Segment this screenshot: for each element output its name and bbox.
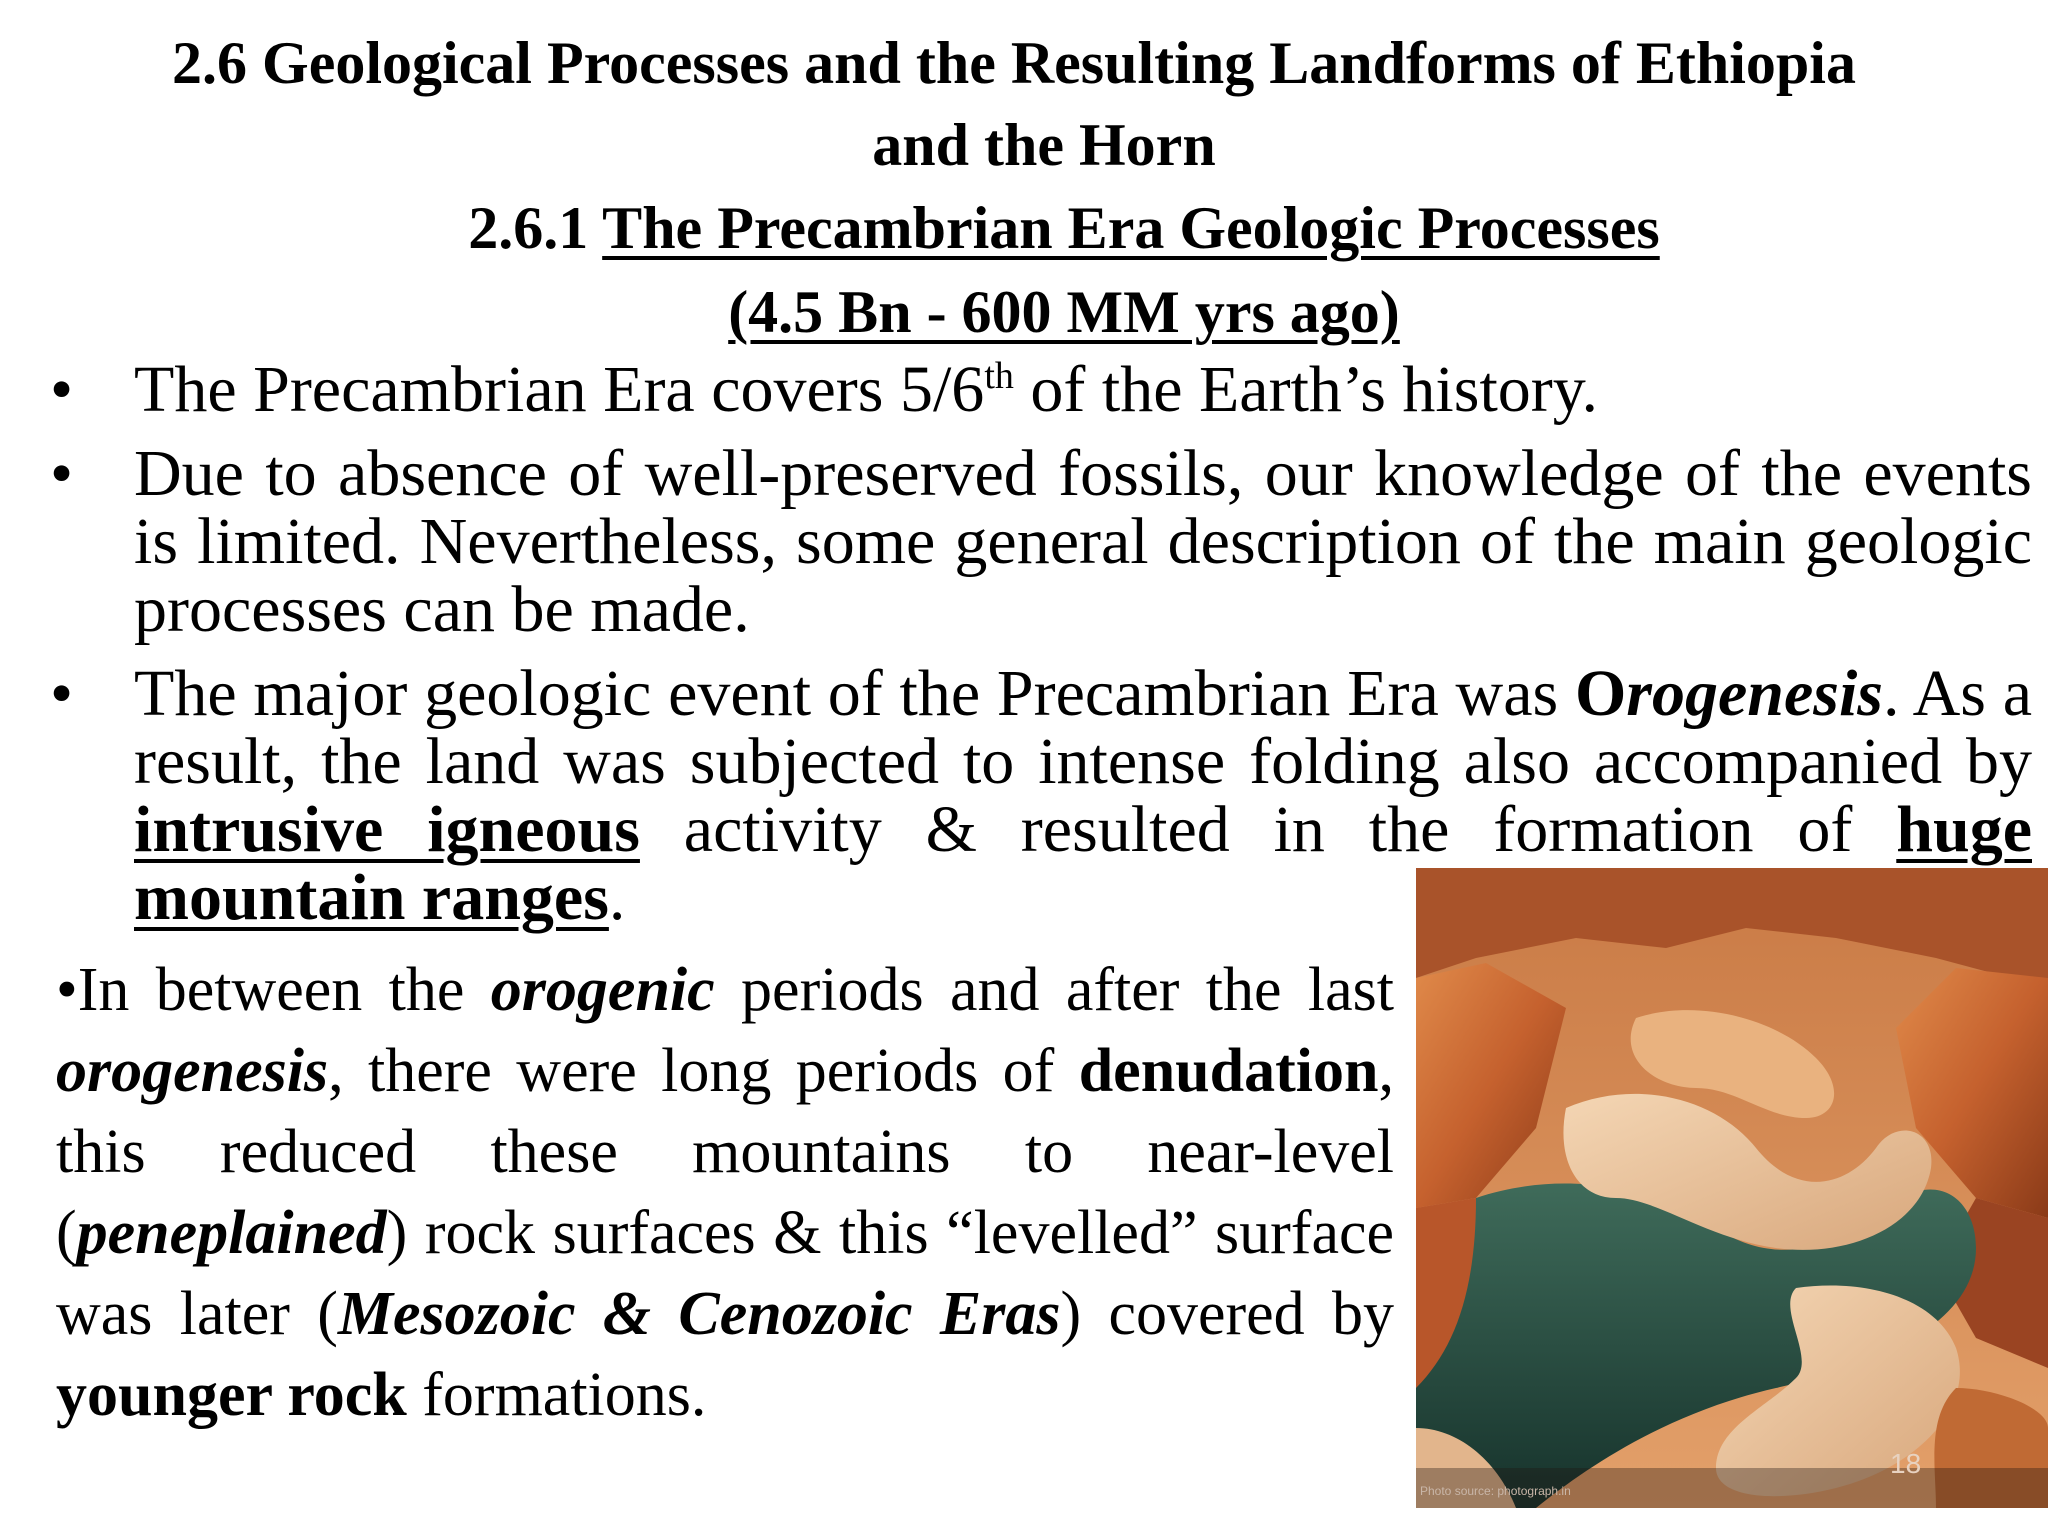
section-date-range	[40, 270, 2048, 354]
paragraph-text: ) rock surfaces & this “levelled” surface was later (	[56, 1199, 1394, 1348]
section-number: 2.6.1	[468, 195, 589, 261]
photo-credit: Photo source: photograph.in	[1420, 1484, 1571, 1498]
bullet-text: The major geologic event of the Precambrian Era was	[134, 657, 1575, 730]
emphasis-term: denudation	[1078, 1037, 1379, 1105]
bullet-list	[50, 353, 2033, 934]
emphasis-term: rogenesis	[1626, 657, 1883, 730]
bullet-text: Due to absence of well-preserved fossils, our knowledge of the events is limited. Nevertheless, some general description of the main geologic processes can be made.	[134, 437, 2032, 646]
emphasis-term: orogenic	[490, 956, 715, 1024]
emphasis-term: orogenesis	[56, 1037, 329, 1105]
emphasis-term: peneplained	[76, 1199, 387, 1267]
bullet-marker: •	[50, 353, 74, 426]
bullet-marker: •	[50, 437, 74, 510]
canyon-photo	[1416, 868, 2048, 1508]
paragraph-text: periods and after the last	[714, 956, 1395, 1024]
bullet-item	[50, 437, 2032, 646]
bullet-text: . As a result, the land was subjected to intense folding also accompanied by	[134, 657, 2033, 798]
bullet-text: of the Earth’s history.	[1013, 353, 1598, 426]
bullet-text: The Precambrian Era covers 5/6	[134, 353, 985, 426]
bullet-text: .	[608, 861, 626, 934]
slide-title-line2: and the Horn	[872, 112, 1216, 178]
date-range: (4.5 Bn - 600 MM yrs ago)	[728, 279, 1400, 345]
paragraph-text: , there were long periods of	[328, 1037, 1079, 1105]
emphasis-term: O	[1574, 657, 1627, 730]
page-number: 18	[1890, 1448, 1922, 1479]
paragraph-text: •In between the	[56, 956, 491, 1024]
bullet-item	[50, 353, 2032, 426]
slide-title	[0, 22, 2048, 186]
bullet-marker: •	[50, 657, 74, 730]
paragraph-text: ) covered by	[1060, 1280, 1394, 1348]
superscript: th	[984, 355, 1014, 397]
emphasis-term: huge mountain ranges	[134, 793, 2032, 934]
section-title: The Precambrian Era Geologic Processes	[602, 195, 1660, 261]
emphasis-term: intrusive igneous	[134, 793, 640, 866]
emphasis-term: younger rock	[56, 1361, 407, 1429]
section-heading	[40, 186, 2048, 270]
paragraph-text: , this reduced these mountains to near-level (	[56, 1037, 1394, 1267]
slide-title-line1: 2.6 Geological Processes and the Resulting Landforms of Ethiopia	[172, 30, 1856, 96]
paragraph-text: formations.	[406, 1361, 707, 1429]
bullet-text: activity & resulted in the formation of	[639, 793, 1897, 866]
canyon-illustration	[1416, 868, 2048, 1508]
emphasis-term: Mesozoic & Cenozoic Eras	[337, 1280, 1061, 1348]
body-paragraph	[56, 950, 1394, 1436]
